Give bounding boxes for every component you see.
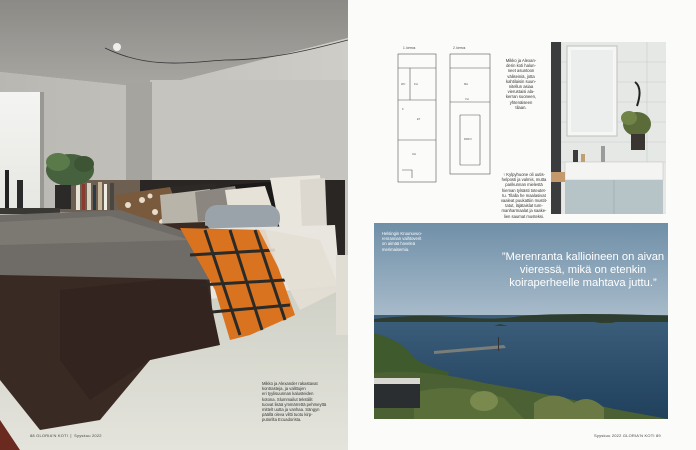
room-label: OH bbox=[412, 153, 416, 156]
right-folio: Syyskuu 2022 GLORIA'N KOTI 89 bbox=[594, 433, 661, 438]
caption-line: renrannan vaihtoverit bbox=[382, 236, 422, 242]
bathroom-photo bbox=[551, 42, 666, 214]
caption-line: Helsingin Kruunuvuo- bbox=[382, 231, 423, 236]
caption-line: manharmaalat ja saake- bbox=[501, 208, 547, 214]
left-folio: 88 GLORIA'N KOTI ❘ Syyskuu 2022 bbox=[30, 433, 102, 438]
caption-line: on aimää hoveleä bbox=[382, 241, 416, 247]
bedroom-caption bbox=[262, 381, 344, 423]
caption-line: parikunnan mielestä bbox=[505, 182, 543, 188]
room-label: K bbox=[402, 108, 404, 111]
caption-line: tatut, läjätaislat tum- bbox=[505, 203, 543, 209]
caption-line: nitellun asiaa bbox=[508, 84, 534, 90]
caption-line: kotona. Slummailut tekstiilit bbox=[262, 396, 313, 402]
caption-line: kontrasteja, ja valittujen bbox=[262, 386, 306, 392]
room-label: PARVI bbox=[464, 138, 472, 141]
caption-line: mittelt uutta ja vanhaa. Sängyn bbox=[262, 407, 320, 413]
caption-line: hieman tylsästi toteutet- bbox=[501, 187, 547, 193]
caption-line: putorilta Ecuadorista. bbox=[262, 417, 302, 423]
caption-line: lien saumat musteksi. bbox=[503, 213, 545, 219]
caption-line: merimaisemia. bbox=[382, 246, 410, 252]
caption-line: derin koti halun- bbox=[506, 63, 536, 69]
room-label: KH bbox=[414, 83, 418, 86]
caption-line: Mikko ja Alexander rakastavat bbox=[262, 381, 318, 386]
bathroom-caption bbox=[496, 172, 552, 219]
pull-quote: ”Merenranta kallioineen on aivan vieressä, mikä on etenkin koiraperheelle mahtava juttu.” bbox=[501, 251, 665, 289]
caption-line: yhtenäiseen bbox=[509, 99, 533, 105]
caption-line: väliseiniä, jotta bbox=[507, 73, 535, 79]
caption-line: tuovat lisää ymmärrettä pehmeyttä bbox=[262, 401, 327, 407]
harbor-caption bbox=[382, 231, 452, 252]
caption-line: Mikko ja Alexan- bbox=[505, 58, 537, 63]
room-label: MH bbox=[464, 83, 469, 86]
caption-line: vaaleat puukattiin mustit- bbox=[500, 198, 548, 204]
caption-line: tu. Tilalla he maalasivat bbox=[502, 192, 546, 198]
room-label: VH bbox=[465, 98, 469, 101]
right-page bbox=[348, 0, 696, 450]
caption-line: päällä oleva viltti tuotu kirp- bbox=[262, 412, 313, 418]
floor-label-1: 1. kerros bbox=[403, 46, 416, 50]
room-label: WC bbox=[401, 83, 406, 86]
caption-line: neet asuntoon bbox=[507, 68, 535, 74]
floorplan-caption bbox=[496, 58, 546, 110]
caption-line: eri tyylisuunnan kalusteiden bbox=[262, 391, 314, 397]
room-label: ET bbox=[417, 118, 421, 121]
caption-line: kahtilaisin suun- bbox=[505, 78, 537, 84]
caption-line: tilaan. bbox=[515, 104, 527, 110]
floor-plan bbox=[390, 40, 500, 190]
caption-line: ↑ Kylpyhuone oli uutis- bbox=[503, 172, 545, 177]
caption-line: kerran suoneen, bbox=[505, 94, 537, 100]
floor-label-2: 2. kerros bbox=[453, 46, 466, 50]
caption-line: helposti ja valmis, mutta bbox=[501, 177, 547, 183]
caption-line: vierustaisi ala- bbox=[507, 89, 535, 95]
